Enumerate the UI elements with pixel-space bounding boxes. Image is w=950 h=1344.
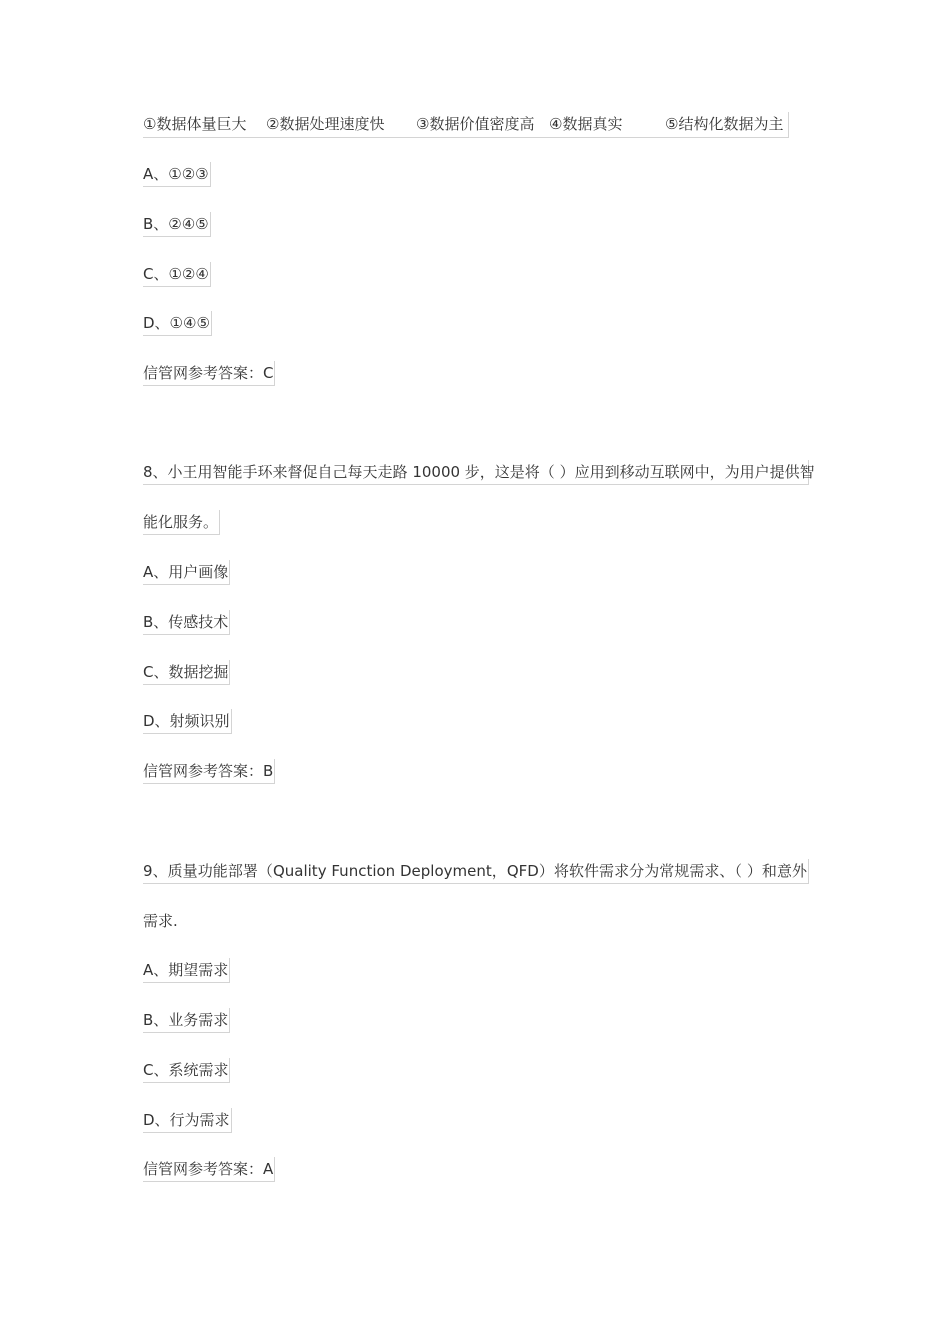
q8-option-b: B、传感技术 <box>143 610 230 635</box>
q8-answer: 信管网参考答案：B <box>143 759 275 784</box>
q7-option-d: D、①④⑤ <box>143 311 212 336</box>
q8-option-d: D、射频识别 <box>143 709 232 734</box>
q8-stem-line2: 能化服务。 <box>143 510 220 535</box>
q8-stem-line1: 8、小王用智能手环来督促自己每天走路 10000 步，这是将（ ）应用到移动互联网中，为用户提供智 <box>143 460 809 485</box>
q9-option-c: C、系统需求 <box>143 1058 230 1083</box>
q7-item-1: ①数据体量巨大 <box>143 115 247 133</box>
q7-item-3: ③数据价值密度高 <box>416 115 535 133</box>
q7-item-2: ②数据处理速度快 <box>266 115 385 133</box>
q7-option-a: A、①②③ <box>143 162 211 187</box>
q7-answer: 信管网参考答案：C <box>143 361 275 386</box>
q7-option-b: B、②④⑤ <box>143 212 211 237</box>
q7-item-4: ④数据真实 <box>549 115 623 133</box>
q9-stem-line1: 9、质量功能部署（Quality Function Deployment，QFD）将软件需求分为常规需求、（ ）和意外 <box>143 859 809 884</box>
q9-option-b: B、业务需求 <box>143 1008 230 1033</box>
q9-option-d: D、行为需求 <box>143 1108 232 1133</box>
q7-statements <box>143 112 789 138</box>
q8-option-c: C、数据挖掘 <box>143 660 230 685</box>
q8-option-a: A、用户画像 <box>143 560 230 585</box>
q7-item-5: ⑤结构化数据为主 <box>665 115 784 133</box>
q9-stem-line2: 需求. <box>143 912 178 930</box>
q7-option-c: C、①②④ <box>143 262 211 287</box>
q9-answer: 信管网参考答案：A <box>143 1157 275 1182</box>
q9-option-a: A、期望需求 <box>143 958 230 983</box>
